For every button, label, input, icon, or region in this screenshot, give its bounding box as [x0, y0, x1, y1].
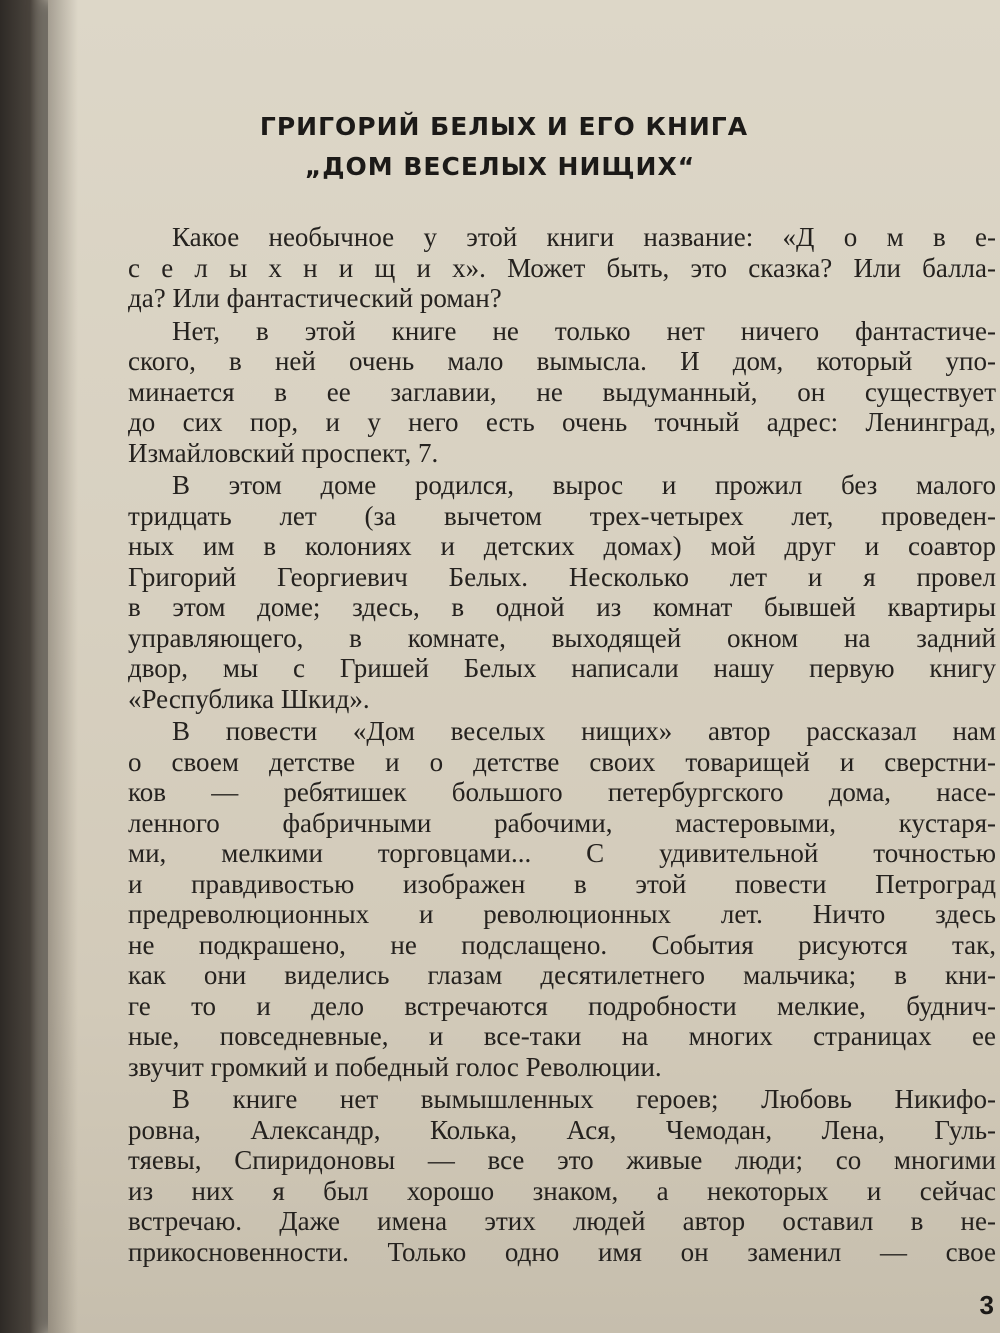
text-line: ге то и дело встречаются подробности мелкие, буднич- — [128, 990, 996, 1021]
text-line: прикосновенности. Только одно имя он заменил — свое — [128, 1236, 996, 1267]
text-line: Измайловский проспект, 7. — [128, 437, 439, 468]
chapter-title-line-2: „ДОМ ВЕСЕЛЫХ НИЩИХ“ — [304, 152, 696, 181]
text-line: В книге нет вымышленных героев; Любовь Никифо- — [172, 1084, 996, 1114]
body-text — [128, 222, 996, 1267]
text-line: «Республика Шкид». — [128, 683, 370, 714]
text-line: звучит громкий и победный голос Революции. — [128, 1051, 662, 1082]
text-line: управляющего, в комнате, выходящей окном на задний — [128, 622, 996, 653]
book-page — [48, 0, 1000, 1333]
text-line: ми, мелкими торговцами... С удивительной точностью — [128, 838, 996, 868]
text-line: тяевы, Спиридоновы — все это живые люди; со многими — [128, 1145, 996, 1175]
text-line: тридцать лет (за вычетом трех-четырех лет, проведен- — [128, 500, 996, 531]
paragraph — [128, 1084, 996, 1267]
page-number: 3 — [979, 1290, 994, 1320]
text-line: встречаю. Даже имена этих людей автор оставил в не- — [128, 1206, 996, 1236]
text-line: минается в ее заглавии, не выдуманный, он существует — [128, 376, 996, 407]
text-line: ровна, Александр, Колька, Ася, Чемодан, Лена, Гуль- — [128, 1114, 996, 1145]
text-line: о своем детстве и о детстве своих товарищей и сверстни- — [128, 746, 996, 777]
text-line: да? Или фантастический роман? — [128, 283, 502, 313]
text-line: с е л ы х н и щ и х». Может быть, это сказка? Или балла- — [128, 252, 996, 283]
text-line: в этом доме; здесь, в одной из комнат бывшей квартиры — [128, 592, 996, 622]
text-line: В повести «Дом веселых нищих» автор рассказал нам — [172, 716, 996, 746]
text-line: ные, повседневные, и все-таки на многих страницах ее — [128, 1021, 996, 1051]
text-line: В этом доме родился, вырос и прожил без малого — [172, 470, 996, 500]
text-line: Нет, в этой книге не только нет ничего фантастиче- — [172, 315, 996, 346]
text-line: двор, мы с Гришей Белых написали нашу первую книгу — [128, 653, 996, 683]
text-line: ков — ребятишек большого петербургского дома, насе- — [128, 777, 996, 807]
paragraph — [128, 716, 996, 1082]
text-line: ленного фабричными рабочими, мастеровыми, кустаря- — [128, 807, 996, 838]
text-line: предреволюционных и революционных лет. Ничто здесь — [128, 899, 996, 929]
text-line: и правдивостью изображен в этой повести Петроград — [128, 868, 996, 899]
text-line: Григорий Георгиевич Белых. Несколько лет и я провел — [128, 561, 996, 592]
chapter-title-line-1: ГРИГОРИЙ БЕЛЫХ И ЕГО КНИГА — [259, 112, 749, 141]
paragraph — [128, 222, 996, 314]
paragraph — [128, 316, 996, 469]
text-line: из них я был хорошо знаком, а некоторых и сейчас — [128, 1175, 996, 1206]
paragraph — [128, 470, 996, 714]
text-line: до сих пор, и у него есть очень точный адрес: Ленинград, — [128, 407, 996, 437]
text-line: ных им в колониях и детских домах) мой друг и соавтор — [128, 531, 996, 561]
text-line: не подкрашено, не подслащено. События рисуются так, — [128, 929, 996, 960]
text-line: ского, в ней очень мало вымысла. И дом, который упо- — [128, 346, 996, 376]
text-line: Какое необычное у этой книги название: «Д о м в е- — [172, 222, 996, 252]
text-line: как они виделись глазам десятилетнего мальчика; в кни- — [128, 960, 996, 990]
